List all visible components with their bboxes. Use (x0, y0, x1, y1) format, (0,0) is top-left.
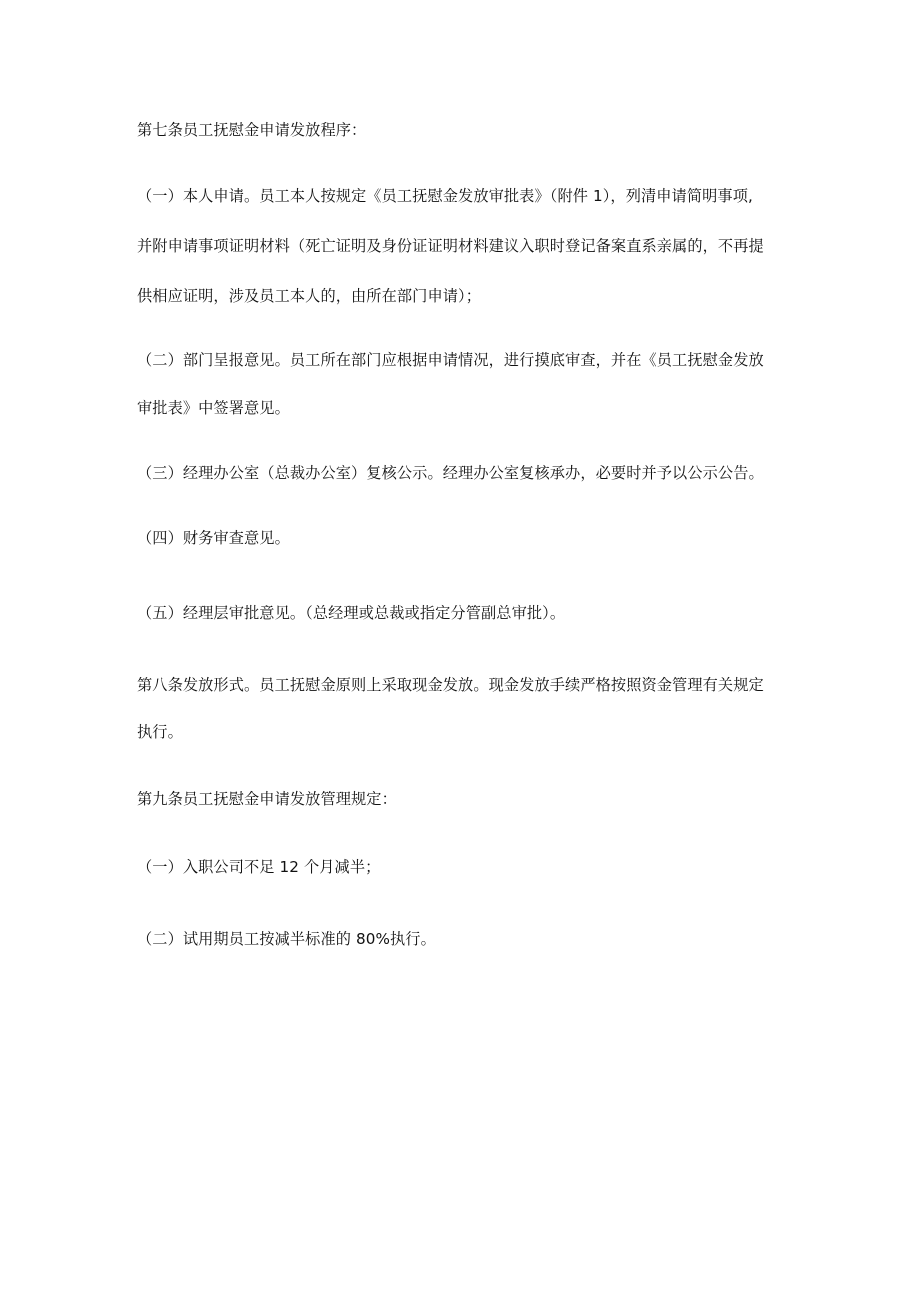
item-1-line-3: 供相应证明，涉及员工本人的，由所在部门申请）； (137, 287, 482, 305)
article-8-line-1: 第八条发放形式。员工抚慰金原则上采取现金发放。现金发放手续严格按照资金管理有关规定 (137, 676, 764, 694)
item-1-line-2: 并附申请事项证明材料（死亡证明及身份证证明材料建议入职时登记备案直系亲属的，不再提 (137, 237, 764, 255)
item-2-line-2: 审批表》中签署意见。 (137, 399, 290, 417)
item-2-line-1: （二）部门呈报意见。员工所在部门应根据申请情况，进行摸底审查，并在《员工抚慰金发放 (137, 351, 764, 369)
article-9-heading: 第九条员工抚慰金申请发放管理规定： (137, 790, 397, 808)
item-5-line: （五）经理层审批意见。（总经理或总裁或指定分管副总审批）。 (137, 604, 566, 622)
item-3-line: （三）经理办公室（总裁办公室）复核公示。经理办公室复核承办，必要时并予以公示公告。 (137, 464, 764, 482)
item-1-line-1: （一）本人申请。员工本人按规定《员工抚慰金发放审批表》（附件 1），列清申请简明事项, (137, 187, 753, 205)
item-4-line: （四）财务审查意见。 (137, 529, 290, 547)
article-7-heading: 第七条员工抚慰金申请发放程序： (137, 121, 367, 139)
article-9-item-2: （二）试用期员工按减半标准的 80%执行。 (137, 930, 436, 948)
article-8-line-2: 执行。 (137, 723, 183, 741)
article-9-item-1: （一）入职公司不足 12 个月减半； (137, 858, 381, 876)
